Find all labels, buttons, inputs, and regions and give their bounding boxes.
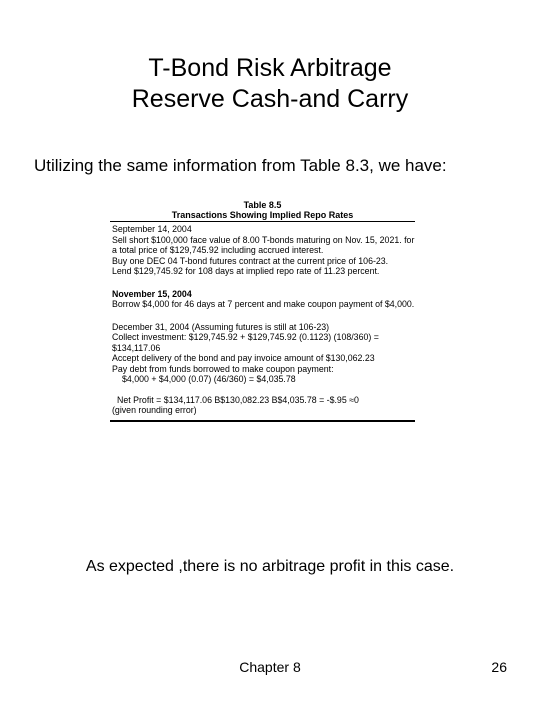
conclusion-text: As expected ,there is no arbitrage profit in this case.: [85, 558, 455, 575]
section-line: Lend $129,745.92 for 108 days at implied repo rate of 11.23 percent.: [112, 266, 380, 276]
net-profit: [110, 395, 415, 416]
net-profit-line: Net Profit = $134,117.06 B$130,082.23 B$4,035.78 = -$.95 ≈0: [117, 394, 359, 405]
section-heading: December 31, 2004 (Assuming futures is still at 106-23): [112, 321, 330, 332]
net-profit-note: (given rounding error): [112, 405, 197, 415]
transactions-table: [110, 200, 415, 422]
table-bottom-rule: [110, 420, 415, 422]
section-heading: November 15, 2004: [112, 288, 192, 299]
section-dec-31: [110, 322, 415, 385]
table-top-rule: [110, 221, 415, 222]
title-line-2: Reserve Cash-and Carry: [131, 85, 409, 113]
table-number: Table 8.5: [243, 200, 282, 210]
intro-text: Utilizing the same information from Table 8.3, we have:: [34, 156, 447, 175]
slide-title: [0, 53, 540, 115]
section-line: $4,000 + $4,000 (0.07) (46/360) = $4,035.78: [122, 374, 296, 384]
section-line: Borrow $4,000 for 46 days at 7 percent and make coupon payment of $4,000.: [112, 299, 415, 309]
footer-chapter: Chapter 8: [239, 659, 301, 675]
section-nov-15: [110, 289, 415, 310]
section-line: Buy one DEC 04 T-bond futures contract at the current price of 106-23.: [112, 255, 389, 266]
section-line: Accept delivery of the bond and pay invoice amount of $130,062.23: [112, 353, 375, 363]
section-line: Pay debt from funds borrowed to make coupon payment:: [112, 363, 334, 374]
section-line: Collect investment: $129,745.92 + $129,745.92 (0.1123) (108/360) = $134,117.06: [112, 332, 379, 353]
section-line: Sell short $100,000 face value of 8.00 T-bonds maturing on Nov. 15, 2021. for a total price of $129,745.92 including accrued interest.: [112, 234, 415, 255]
section-heading: September 14, 2004: [112, 224, 192, 234]
table-caption: Transactions Showing Implied Repo Rates: [171, 210, 354, 220]
page-number: 26: [491, 659, 507, 675]
title-line-1: T-Bond Risk Arbitrage: [148, 54, 392, 82]
section-sep-14: [110, 224, 415, 277]
